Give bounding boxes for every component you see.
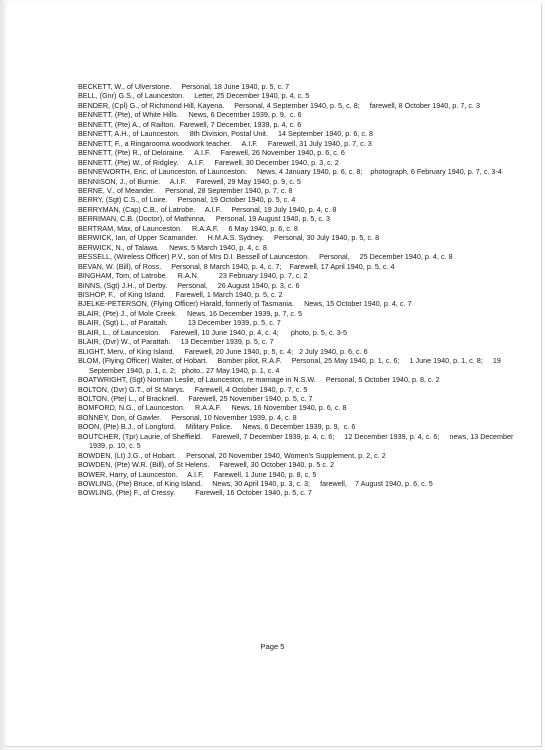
- index-entry: BLAIR, (Pte) J., of Mole Creek. News, 16 December 1939, p. 7, c. 5: [78, 308, 303, 318]
- index-entry: BEVAN, W. (Bill), of Ross. Personal, 8 March 1940, p. 4, c. 7; Farewell, 17 April 1940, p. 5, c. 4: [78, 261, 395, 271]
- index-entry: BOWER, Harry, of Launceston. A.I.F. Farewell, 1 June 1940, p. 8, c. 5: [78, 469, 317, 479]
- index-entry: BERWICK, Ian, of Upper Scamander. H.M.A.S. Sydney. Personal, 30 July 1940, p. 5, c. 8: [78, 233, 380, 243]
- index-entry: BERNE, V., of Meander. Personal, 28 September 1940, p. 7, c. 8: [78, 185, 293, 195]
- index-entry: BOON, (Pte) B.J., of Longford. Military Police. News, 6 December 1939, p. 9, c. 6: [78, 422, 356, 432]
- index-entry: BOLTON, (Pte) L., of Bracknell. Farewell, 25 November 1940, p. 5, c. 7: [78, 393, 313, 403]
- index-entry: BINNS, (Sgt) J.H., of Derby. Personal, 26 August 1940, p. 3, c. 6: [78, 280, 300, 290]
- index-entry: BESSELL, (Wireless Officer) P.V., son of Mrs D.I. Bessell of Launceston. Personal, 25 December 1940, p. 4, c. 8: [78, 252, 453, 262]
- index-entry: BOWDEN, (Lt) J.G., of Hobart. Personal, 20 November 1940, Women's Supplement, p. 2, c. 2: [78, 450, 386, 460]
- index-entry: BELL, (Gnr) G.S., of Launceston. Letter, 25 December 1940, p. 4, c. 5: [78, 91, 310, 101]
- index-entry: BOUTCHER, (Tpr) Laurie, of Sheffield. Farewell, 7 December 1939, p. 4, c. 6; 12 December 1939, p. 4, c. 6; news, 13 December 1939, p. 10, c. 5: [78, 431, 516, 451]
- page-number: Page 5: [260, 642, 285, 651]
- index-entry: BOATWRIGHT, (Sgt) Norman Leslie, of Launceston, re marriage in N.S.W. Personal, 5 October 1940, p. 8, c. 2: [78, 375, 440, 385]
- index-entry: BENNETT, A.H., of Launceston. 8th Division, Postal Unit. 14 September 1940, p. 6, c. 8: [78, 129, 373, 139]
- index-entry: BLAIR, L., of Launceston. Farewell, 10 June 1940, p. 4, c. 4; photo, p. 5, c. 3-5: [78, 327, 347, 337]
- index-entry: BOWLING, (Pte) F., of Cressy. Farewell, 16 October 1940, p. 5, c. 7: [78, 488, 312, 498]
- index-entry: BLAIR, (Sgt) L., of Parattah. 13 December 1939, p. 5, c. 7: [78, 318, 281, 328]
- index-entry: BOLTON, (Dvr) G.T., of St Marys. Farewell, 4 October 1940, p. 7, c. 5: [78, 384, 308, 394]
- index-entry: BENNETT, (Pte) W., of Ridgley. A.I.F. Farewell, 30 December 1940, p. 3, c. 2: [78, 157, 339, 167]
- index-entry: BENNETT, (Pte) R., of Deloraine. A.I.F. Farewell, 26 November 1940, p. 6, c. 6: [78, 148, 345, 158]
- index-entry: BENNETT, (Pte), of White Hills. News, 6 December 1939, p. 9, c. 6: [78, 110, 302, 120]
- index-entry: BISHOP, F., of King Island. Farewell, 1 March 1940, p. 5, c. 2: [78, 289, 283, 299]
- index-entry: BINGHAM, Tom, of Latrobe. R.A.N. 23 February 1940, p. 7, c. 2: [78, 271, 308, 281]
- index-entry: BENNISON, J., of Burnie. A.I.F. Farewell, 29 May 1940, p. 9, c. 5: [78, 176, 301, 186]
- index-entry: BERRYMAN, (Cap) C.B., of Latrobe. A.I.F. Personal, 19 July 1940, p. 4, c. 8: [78, 204, 337, 214]
- index-entry: BECKETT, W., of Ulverstone. Personal, 18 June 1940, p. 5, c. 7: [78, 82, 290, 91]
- index-entry: BENNEWORTH, Eric, of Launceston, of Launceston. News, 4 January 1940, p. 6, c. 8; photograph, 6 February 1940, p. 7, c. 3-4: [78, 167, 502, 177]
- index-entry: BLIGHT, Merv., of King Island. Farewell, 20 June 1940, p. 5, c. 4; 2 July 1940, p. 6, c. 6: [78, 346, 368, 356]
- index-entry: BENNETT, F., a Ringarooma woodwork teacher. A.I.F. Farewell, 31 July 1940, p. 7, c. 3: [78, 138, 372, 148]
- index-entry: BOWDEN, (Pte) W.R. (Bill), of St Helens. Farewell, 30 October 1940, p. 5 c. 2: [78, 460, 335, 470]
- index-entry: BOMFORD, N.G., of Launceston. R.A.A.F. News, 16 November 1940, p. 6, c. 8: [78, 403, 347, 413]
- index-entry: BONNEY, Don, of Gawler. Personal, 10 November 1939, p. 4, c. 8: [78, 412, 297, 422]
- index-entry: BENNETT, (Pte) A., of Railton. Farewell, 7 December, 1939, p. 4, c. 6: [78, 119, 302, 129]
- index-entry-list: [78, 82, 533, 498]
- index-entry: BERWICK, N., of Talawa. News, 5 March 1940, p. 4, c. 8: [78, 242, 267, 252]
- index-entry: BERRIMAN, C.B. (Doctor), of Mathinna. Personal, 19 August 1940, p. 5, c. 3: [78, 214, 331, 224]
- index-entry: BENDER, (Cpl) G., of Richmond Hill, Kayena. Personal, 4 September 1940, p. 5, c. 8; farewell, 8 October 1940, p. 7, c. 3: [78, 100, 480, 110]
- index-entry: BERRY, (Sgt) C.S., of Loire. Personal, 19 October 1940, p. 5, c. 4: [78, 195, 296, 205]
- index-entry: BLOM, (Flying Officer) Walter, of Hobart. Bomber pilot, R.A.F. Personal, 25 May 1940, p. 1, c. 6; 1 June 1940, p. 1, c. 8; 19 September 1940, p. 1, c. 2; photo., 27 May 1940, p. 1, c. 4: [78, 356, 505, 375]
- index-entry: BJELKE-PETERSON, (Flying Officer) Harald, formerly of Tasmania. News, 15 October 1940, p. 4, c. 7: [78, 299, 412, 309]
- index-entry: BLAIR, (Dvr) W., of Parattah. 13 December 1939, p. 5, c. 7: [78, 337, 274, 347]
- index-entry: BOWLING, (Pte) Bruce, of King Island. News, 30 April 1940, p. 3, c. 3; farewell, 7 August 1940, p. 6, c. 5: [78, 479, 433, 489]
- index-entry: BERTRAM, Max, of Launceston. R.A.A.F. 6 May 1940, p. 6, c. 8: [78, 223, 298, 233]
